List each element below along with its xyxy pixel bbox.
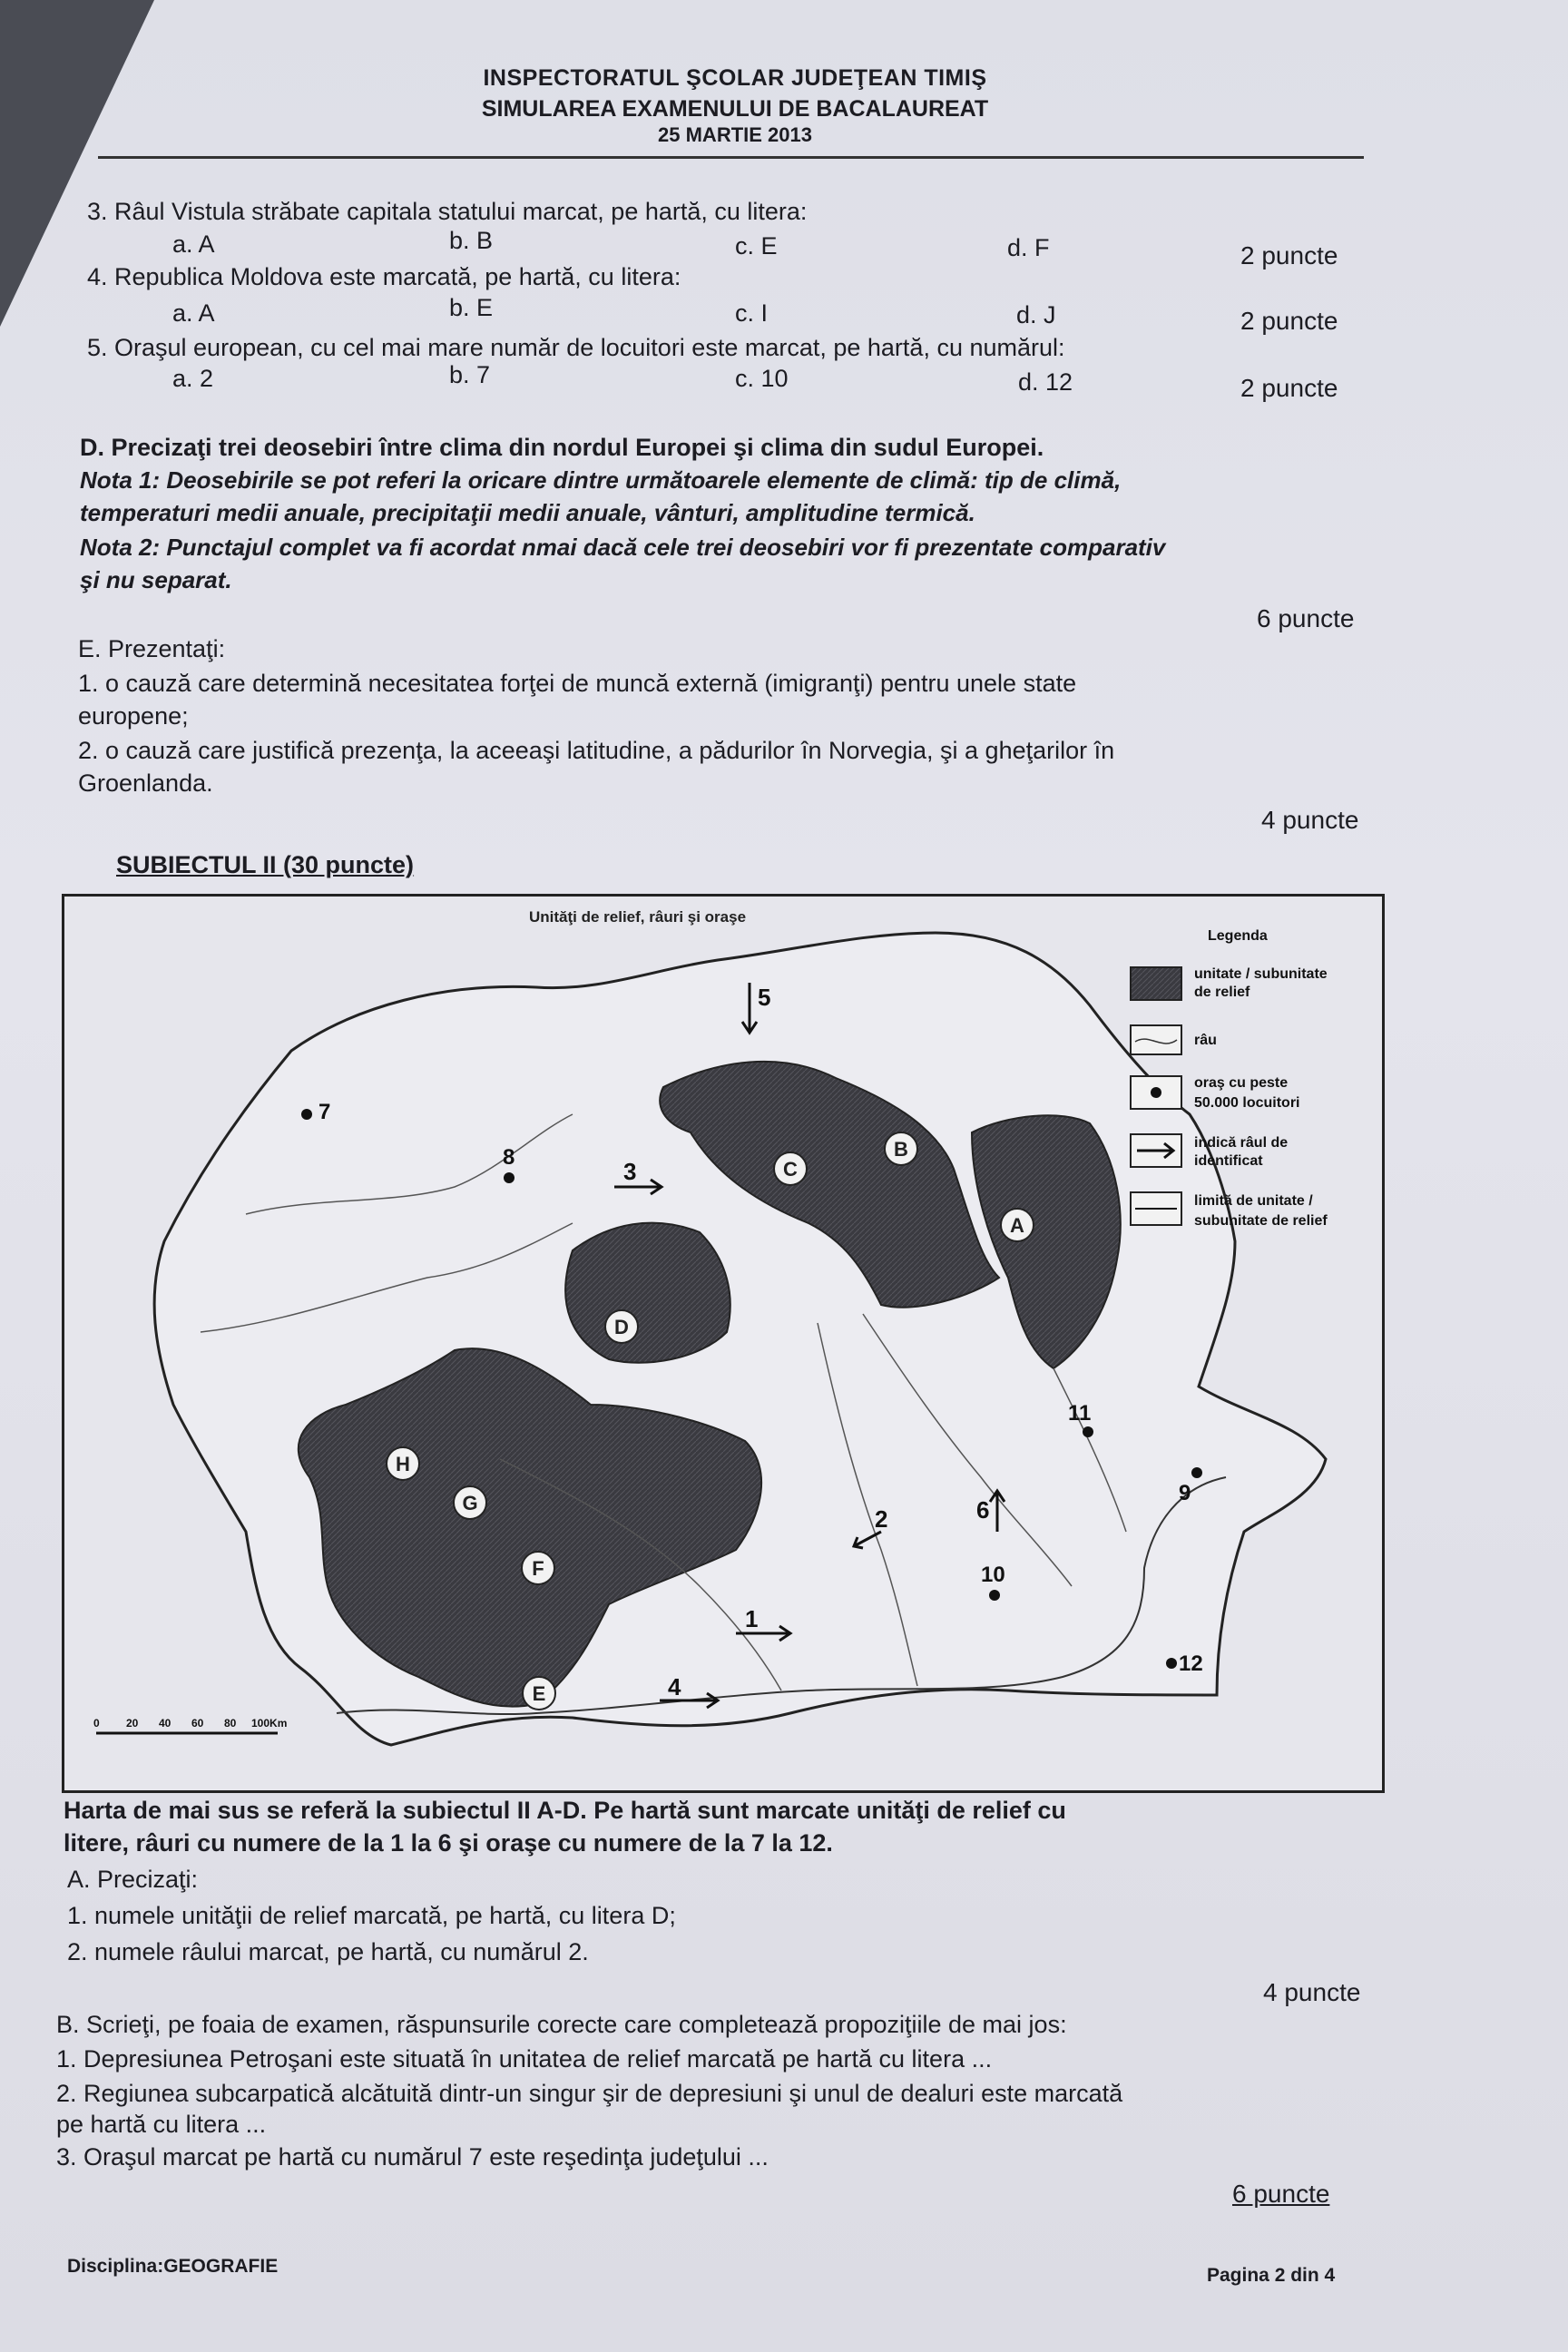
svg-text:limită de unitate /: limită de unitate /	[1194, 1193, 1313, 1209]
map-title: Unităţi de relief, râuri şi oraşe	[529, 908, 747, 926]
part-a-item2: 2. numele râului marcat, pe hartă, cu numărul 2.	[67, 1938, 589, 1965]
city-8	[503, 1145, 514, 1183]
svg-text:2: 2	[875, 1505, 888, 1533]
svg-text:B: B	[894, 1138, 908, 1161]
q3-option-b: b. B	[449, 227, 494, 254]
svg-text:80: 80	[224, 1717, 237, 1730]
svg-text:40: 40	[159, 1717, 172, 1730]
question-5: 5. Oraşul european, cu cel mai mare număr de locuitori este marcat, pe hartă, cu numărul:	[87, 334, 1065, 361]
header-inspectorate: INSPECTORATUL ŞCOLAR JUDEŢEAN TIMIŞ	[483, 65, 987, 91]
map-intro-line2: litere, râuri cu numere de la 1 la 6 şi oraşe cu numere de la 7 la 12.	[64, 1829, 833, 1857]
svg-text:indică râul de: indică râul de	[1194, 1135, 1289, 1151]
part-b-item2-line2: pe hartă cu litera ...	[56, 2111, 267, 2138]
unit-label-e	[523, 1677, 555, 1710]
part-b-item3: 3. Oraşul marcat pe hartă cu numărul 7 este reşedinţa judeţului ...	[56, 2143, 769, 2171]
section-e-item2-line2: Groenlanda.	[78, 769, 213, 797]
q4-option-a: a. A	[172, 299, 215, 327]
svg-text:8: 8	[503, 1145, 515, 1170]
question-4: 4. Republica Moldova este marcată, pe hartă, cu litera:	[87, 263, 681, 290]
part-b-points: 6 puncte	[1232, 2180, 1330, 2208]
part-b-item2-line1: 2. Regiunea subcarpatică alcătuită dintr-un singur şir de depresiuni şi unul de dealuri este marcată	[56, 2080, 1123, 2107]
q5-option-b: b. 7	[449, 361, 491, 388]
svg-text:3: 3	[623, 1158, 637, 1185]
q3-option-a: a. A	[172, 230, 215, 258]
q4-points: 2 puncte	[1240, 307, 1338, 335]
map-intro-line1: Harta de mai sus se referă la subiectul II A-D. Pe hartă sunt marcate unităţi de relief cu	[64, 1797, 1066, 1824]
relief-unit-d	[565, 1223, 730, 1363]
section-e-points: 4 puncte	[1261, 806, 1359, 834]
svg-text:Legenda: Legenda	[1208, 928, 1268, 944]
q4-option-d: d. J	[1016, 301, 1056, 328]
footer-discipline: Disciplina:GEOGRAFIE	[67, 2256, 279, 2277]
svg-text:H: H	[396, 1453, 410, 1475]
section-d-title: D. Precizaţi trei deosebiri între clima din nordul Europei şi clima din sudul Europei.	[80, 434, 1044, 461]
header-exam: SIMULAREA EXAMENULUI DE BACALAUREAT	[481, 96, 989, 122]
svg-text:100Km: 100Km	[251, 1717, 288, 1730]
svg-text:60: 60	[191, 1717, 204, 1730]
section-e-item1-line2: europene;	[78, 702, 189, 730]
svg-text:subunitate de relief: subunitate de relief	[1194, 1213, 1328, 1229]
unit-label-b	[885, 1132, 917, 1165]
svg-text:de relief: de relief	[1194, 985, 1250, 1000]
svg-text:unitate / subunitate: unitate / subunitate	[1194, 966, 1328, 982]
q5-option-d: d. 12	[1018, 368, 1073, 396]
svg-text:6: 6	[976, 1496, 990, 1524]
svg-text:F: F	[532, 1557, 544, 1580]
subject-2-title: SUBIECTUL II (30 puncte)	[116, 851, 415, 878]
svg-text:A: A	[1010, 1214, 1024, 1237]
unit-label-d	[605, 1310, 638, 1343]
svg-text:G: G	[462, 1492, 478, 1514]
part-a-title: A. Precizaţi:	[67, 1866, 199, 1893]
map-drawing	[64, 897, 1382, 1790]
q4-option-b: b. E	[449, 294, 494, 321]
unit-label-g	[454, 1486, 486, 1519]
svg-text:1: 1	[745, 1605, 759, 1632]
unit-label-f	[522, 1552, 554, 1584]
svg-text:9: 9	[1179, 1481, 1191, 1505]
section-d-nota1-line2: temperaturi medii anuale, precipitaţii medii anuale, vânturi, amplitudine termică.	[80, 499, 975, 526]
section-d-nota2-line2: şi nu separat.	[80, 566, 232, 593]
section-d-points: 6 puncte	[1257, 604, 1355, 632]
section-e-item1-line1: 1. o cauză care determină necesitatea forţei de muncă externă (imigranţi) pentru unele state	[78, 670, 1077, 697]
svg-text:11: 11	[1068, 1401, 1092, 1426]
svg-text:C: C	[783, 1158, 798, 1181]
svg-text:5: 5	[758, 984, 771, 1011]
header-rule	[98, 156, 1364, 159]
svg-text:20: 20	[126, 1717, 139, 1730]
part-b-title: B. Scrieţi, pe foaia de examen, răspunsurile corecte care completează propoziţiile de mai jos:	[56, 2011, 1067, 2038]
svg-text:0: 0	[93, 1717, 100, 1730]
question-3: 3. Râul Vistula străbate capitala statului marcat, pe hartă, cu litera:	[87, 198, 808, 225]
svg-text:oraş cu peste: oraş cu peste	[1194, 1075, 1289, 1091]
section-e-item2-line1: 2. o cauză care justifică prezenţa, la aceeaşi latitudine, a pădurilor în Norvegia, şi a gheţarilor în	[78, 737, 1115, 764]
svg-text:4: 4	[668, 1673, 681, 1700]
section-d-nota1-line1: Nota 1: Deosebirile se pot referi la oricare dintre următoarele elemente de climă: tip de climă,	[80, 466, 1122, 494]
q3-option-d: d. F	[1007, 234, 1050, 261]
q5-option-a: a. 2	[172, 365, 214, 392]
q5-option-c: c. 10	[735, 365, 789, 392]
unit-label-h	[387, 1447, 419, 1480]
scale-bar	[93, 1717, 287, 1733]
relief-map	[62, 894, 1385, 1793]
svg-text:50.000 locuitori: 50.000 locuitori	[1194, 1095, 1300, 1111]
svg-text:D: D	[614, 1316, 629, 1338]
unit-label-a	[1001, 1209, 1034, 1241]
q3-points: 2 puncte	[1240, 241, 1338, 270]
part-a-item1: 1. numele unităţii de relief marcată, pe hartă, cu litera D;	[67, 1902, 676, 1929]
svg-text:identificat: identificat	[1194, 1153, 1263, 1169]
q3-option-c: c. E	[735, 232, 778, 260]
q4-option-c: c. I	[735, 299, 769, 327]
footer-page-number: Pagina 2 din 4	[1207, 2265, 1336, 2286]
q5-points: 2 puncte	[1240, 374, 1338, 402]
part-b-item1: 1. Depresiunea Petroşani este situată în unitatea de relief marcată pe hartă cu litera ...	[56, 2045, 993, 2073]
unit-label-c	[774, 1152, 807, 1185]
svg-text:râu: râu	[1194, 1033, 1217, 1048]
svg-text:7: 7	[318, 1100, 331, 1124]
section-d-nota2-line1: Nota 2: Punctajul complet va fi acordat nmai dacă cele trei deosebiri vor fi prezentate comparativ	[80, 534, 1166, 561]
svg-text:10: 10	[981, 1563, 1005, 1587]
part-a-points: 4 puncte	[1263, 1978, 1361, 2006]
section-e-title: E. Prezentaţi:	[78, 635, 226, 662]
header-date: 25 MARTIE 2013	[658, 123, 812, 146]
svg-text:12: 12	[1179, 1651, 1203, 1676]
svg-text:E: E	[532, 1682, 546, 1705]
